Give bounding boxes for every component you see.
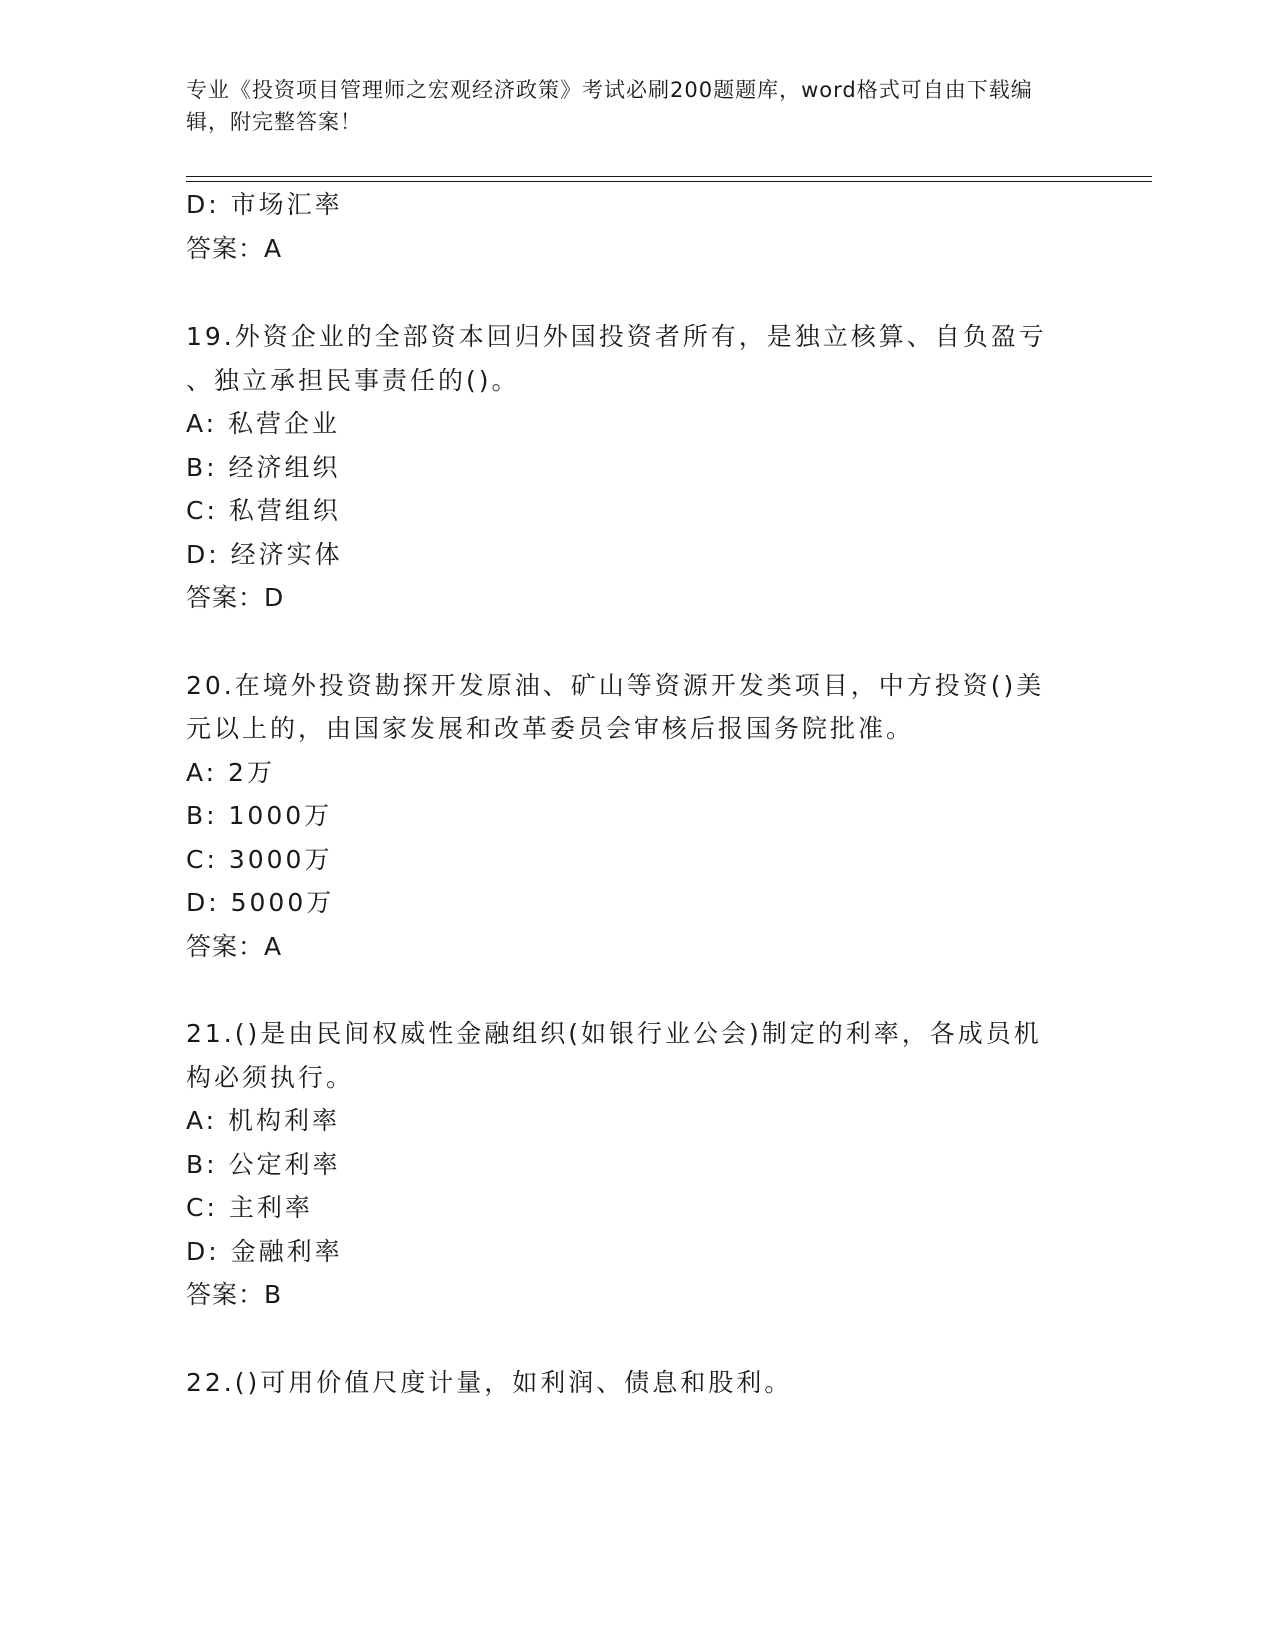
option-d-q18: D: 市场汇率 <box>186 190 343 219</box>
header-divider-top <box>186 176 1152 177</box>
option-b-q19: B: 经济组织 <box>186 453 341 482</box>
question-20-line-1: 20.在境外投资勘探开发原油、矿山等资源开发类项目，中方投资()美 <box>186 671 1045 700</box>
answer-q21: 答案：B <box>186 1280 283 1309</box>
option-d-q20: D: 5000万 <box>186 888 335 917</box>
question-22-line-1: 22.()可用价值尺度计量，如利润、债息和股利。 <box>186 1368 793 1397</box>
option-b-q21: B: 公定利率 <box>186 1150 341 1179</box>
option-b-q20: B: 1000万 <box>186 801 333 830</box>
option-d-q19: D: 经济实体 <box>186 540 343 569</box>
question-20-line-2: 元以上的，由国家发展和改革委员会审核后报国务院批准。 <box>186 714 915 743</box>
question-21-line-2: 构必须执行。 <box>186 1063 355 1092</box>
header-divider-bottom <box>186 181 1152 182</box>
question-19-line-2: 、独立承担民事责任的()。 <box>186 366 520 395</box>
option-a-q20: A: 2万 <box>186 758 275 787</box>
question-19-line-1: 19.外资企业的全部资本回归外国投资者所有，是独立核算、自负盈亏 <box>186 322 1047 351</box>
answer-q18: 答案：A <box>186 234 283 263</box>
option-c-q20: C: 3000万 <box>186 845 333 874</box>
option-a-q19: A: 私营企业 <box>186 409 341 438</box>
question-21-line-1: 21.()是由民间权威性金融组织(如银行业公会)制定的利率，各成员机 <box>186 1019 1042 1048</box>
option-d-q21: D: 金融利率 <box>186 1237 343 1266</box>
answer-q20: 答案：A <box>186 932 283 961</box>
option-c-q19: C: 私营组织 <box>186 496 341 525</box>
answer-q19: 答案：D <box>186 583 285 612</box>
option-a-q21: A: 机构利率 <box>186 1106 341 1135</box>
document-header: 专业《投资项目管理师之宏观经济政策》考试必刷200题题库，word格式可自由下载编辑，附完整答案！ <box>186 78 1033 134</box>
option-c-q21: C: 主利率 <box>186 1193 313 1222</box>
